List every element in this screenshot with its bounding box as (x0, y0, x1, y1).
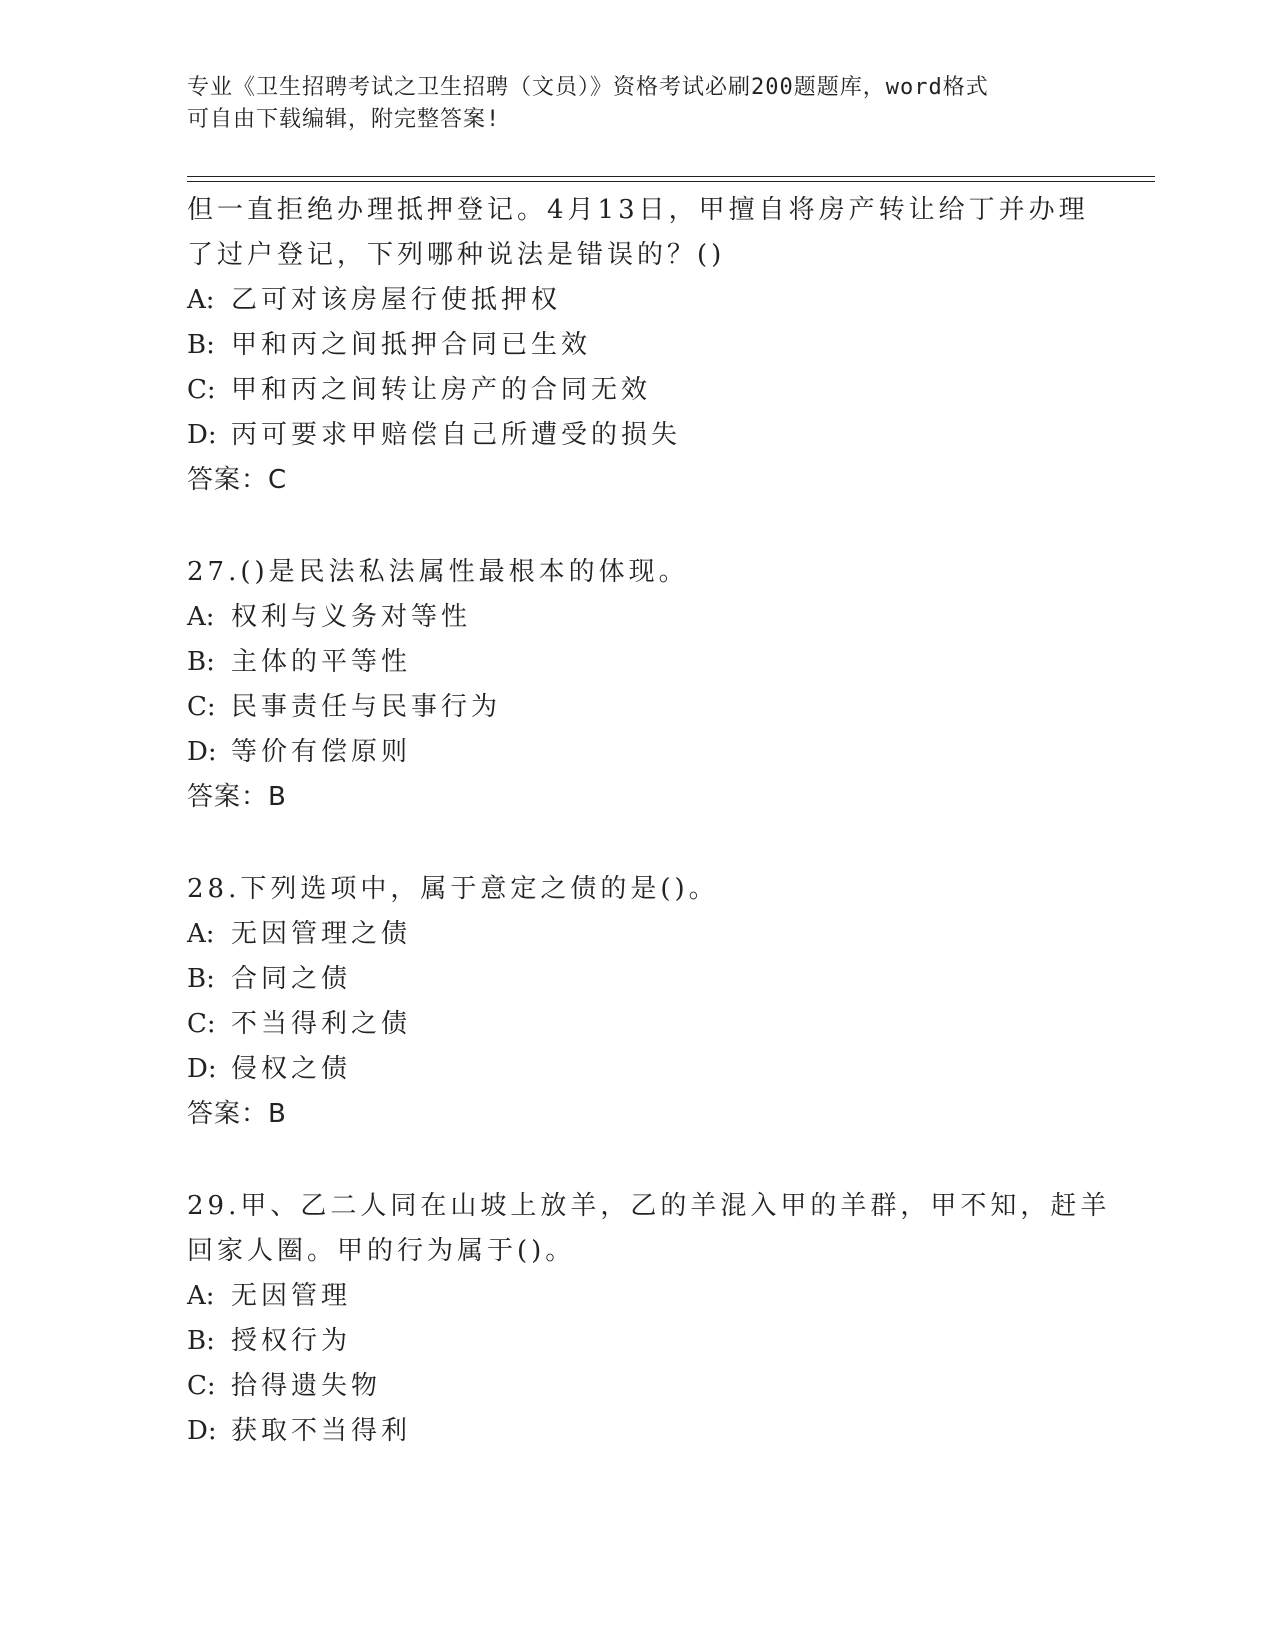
option-text: 权利与义务对等性 (231, 602, 472, 632)
question-stem-line: 28.下列选项中，属于意定之债的是()。 (187, 874, 719, 904)
option-a (187, 595, 1087, 640)
option-letter: A: (187, 285, 215, 315)
option-text: 民事责任与民事行为 (231, 692, 502, 722)
option-text: 无因管理 (231, 1281, 352, 1311)
option-letter: B: (187, 1326, 215, 1356)
option-text: 丙可要求甲赔偿自己所遭受的损失 (231, 420, 682, 450)
option-text: 拾得遗失物 (231, 1371, 382, 1401)
option-c (187, 685, 1087, 730)
option-letter: A: (187, 602, 215, 632)
option-a (187, 278, 1087, 323)
option-d (187, 413, 1087, 458)
option-b (187, 1319, 1087, 1364)
option-letter: C: (187, 692, 216, 722)
question-29 (187, 1184, 1111, 1454)
option-text: 无因管理之债 (231, 919, 412, 949)
option-letter: D: (187, 1416, 217, 1446)
spacer (187, 1137, 1087, 1184)
option-text: 甲和丙之间抵押合同已生效 (231, 330, 592, 360)
option-letter: D: (187, 737, 217, 767)
answer-line: 答案：B (187, 1099, 287, 1129)
header-divider-bottom (187, 181, 1155, 182)
answer-line: 答案：B (187, 782, 287, 812)
option-b (187, 957, 1087, 1002)
option-letter: C: (187, 1009, 216, 1039)
option-text: 授权行为 (231, 1326, 352, 1356)
option-c (187, 1364, 1087, 1409)
option-text: 等价有偿原则 (231, 737, 412, 767)
question-stem-line: 回家人圈。甲的行为属于()。 (187, 1236, 576, 1266)
question-stem-line: 27.()是民法私法属性最根本的体现。 (187, 557, 689, 587)
question-stem-line: 了过户登记，下列哪种说法是错误的？() (187, 240, 726, 270)
option-c (187, 1002, 1087, 1047)
answer-line: 答案：C (187, 465, 288, 495)
option-letter: C: (187, 375, 216, 405)
option-text: 主体的平等性 (231, 647, 412, 677)
option-letter: B: (187, 647, 215, 677)
option-d (187, 730, 1087, 775)
option-letter: C: (187, 1371, 216, 1401)
option-text: 不当得利之债 (231, 1009, 412, 1039)
header-divider-top (187, 176, 1155, 177)
option-letter: B: (187, 964, 215, 994)
header-title-line-1: 专业《卫生招聘考试之卫生招聘（文员）》资格考试必刷200题题库，word格式 (187, 75, 989, 100)
spacer (187, 503, 1087, 550)
option-b (187, 640, 1087, 685)
document-header (187, 72, 1067, 136)
option-b (187, 323, 1087, 368)
question-28 (187, 867, 1087, 1137)
option-text: 乙可对该房屋行使抵押权 (231, 285, 562, 315)
question-stem-line: 29.甲、乙二人同在山坡上放羊，乙的羊混入甲的羊群，甲不知，赶羊 (187, 1191, 1111, 1221)
option-letter: D: (187, 420, 217, 450)
option-letter: D: (187, 1054, 217, 1084)
header-title-line-2: 可自由下载编辑，附完整答案! (187, 107, 501, 132)
option-c (187, 368, 1087, 413)
option-d (187, 1047, 1087, 1092)
question-list (187, 188, 1111, 1454)
option-text: 侵权之债 (231, 1054, 352, 1084)
option-text: 甲和丙之间转让房产的合同无效 (231, 375, 652, 405)
option-d (187, 1409, 1087, 1454)
question-stem-line: 但一直拒绝办理抵押登记。4月13日，甲擅自将房产转让给丁并办理 (187, 195, 1089, 225)
option-letter: A: (187, 1281, 215, 1311)
option-a (187, 912, 1087, 957)
question-27 (187, 550, 1087, 820)
option-letter: A: (187, 919, 215, 949)
question-26 (187, 188, 1087, 503)
spacer (187, 820, 1087, 867)
option-letter: B: (187, 330, 215, 360)
option-a (187, 1274, 1087, 1319)
option-text: 合同之债 (231, 964, 352, 994)
option-text: 获取不当得利 (231, 1416, 412, 1446)
